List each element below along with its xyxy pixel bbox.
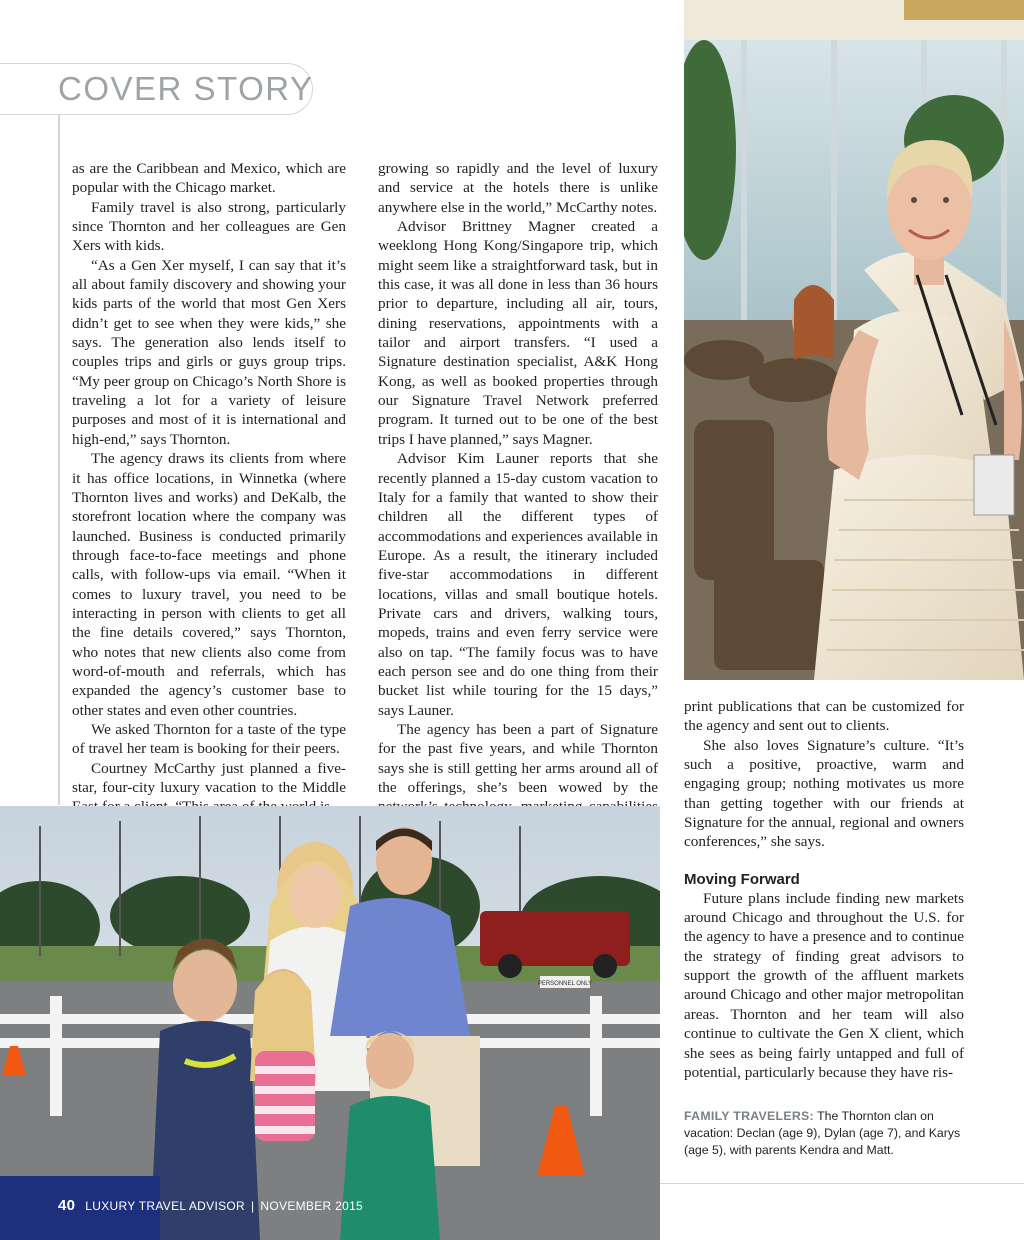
- paragraph: Future plans include finding new markets around Chicago and throughout the U.S. for the agency to have a presence and to continue the strategy of finding great advisors to support the growth of the affluent markets around Chicago and other major metropolitan areas. Thornton and her team will also continue to cultivate the Gen X client, which she sees as being fairly untapped and full of potential, particularly because they have ris-: [684, 889, 964, 1081]
- page-footer: [58, 1197, 363, 1214]
- paragraph: She also loves Signature’s culture. “It’s such a positive, proactive, warm and engaging group; nothing motivates us more than getting together with our friends at Signature for the annual, regional and owners conferences,” she says.: [684, 736, 964, 851]
- paragraph: The agency draws its clients from where it has office locations, in Winnetka (where Thornton lives and works) and DeKalb, the storefront location where the company was launched. Business is conducted primarily through face-to-face meetings and phone calls, with follow-ups via email. “When it comes to luxury travel, you need to be interacting in person with clients to get all the fine details covered,” says Thornton, who notes that new clients also come from word-of-mouth and referrals, which has expanded the agency’s customer base to other states and even other countries.: [72, 450, 346, 719]
- caption-rule: [660, 1183, 1024, 1184]
- paragraph: We asked Thornton for a taste of the type of travel her team is booking for their peers.: [72, 720, 346, 758]
- paragraph: Advisor Kim Launer reports that she recently planned a 15-day custom vacation to Italy for a family that wanted to show their children all the different types of accommodations and experiences available in Europe. As a result, the itinerary included five-star accommodations in different locations, villas and small boutique hotels. Private cars and drivers, walking tours, mopeds, trains and even ferry service were also on tap. “The family focus was to have each person see and do one thing from their bucket list while touring for the 15 days,” says Launer.: [378, 450, 658, 719]
- family-photo: [0, 806, 660, 1240]
- article-column-2: [378, 159, 658, 836]
- publication-name: LUXURY TRAVEL ADVISOR: [85, 1199, 245, 1213]
- section-title: COVER STORY: [58, 70, 314, 107]
- issue-date: NOVEMBER 2015: [260, 1199, 364, 1213]
- paragraph: Courtney McCarthy just planned a five-star, four-city luxury vacation to the Middle: [72, 759, 346, 796]
- column-rule: [58, 115, 60, 805]
- paragraph: The agency has been a part of Signature for the past five years, and while Thornton says she is still getting her arms around all of the offerings, she’s been wowed by the: [378, 720, 658, 796]
- caption-text: The Thornton clan on vacation: Declan (age 9), Dylan (age 7), and Karys (age 5), with parents Kendra and Matt.: [684, 1109, 961, 1157]
- caption-label: FAMILY TRAVELERS:: [684, 1109, 814, 1123]
- paragraph: “As a Gen Xer myself, I can say that it’s all about family discovery and showing your kids parts of the world that most Gen Xers didn’t get to see when they were kids,” she says. The generation also lends itself to couples trips and girls or guys group trips. “My peer group on Chicago’s North Shore is traveling a lot for a variety of leisure purposes and most of it is international and high-end,” says Thornton.: [72, 256, 346, 448]
- article-column-3: [684, 697, 964, 1082]
- sign-text: PERSONNEL ONLY: [537, 981, 593, 987]
- footer-separator: |: [251, 1199, 255, 1213]
- article-column-1: [72, 159, 346, 817]
- paragraph: Advisor Brittney Magner created a weeklong Hong Kong/Singapore trip, which might seem like a straightforward task, but in this case, it was all done in less than 36 hours prior to departure, including all air, tours, dining reservations, appointments with a tailor and airport transfers. “I used a Signature destination specialist, A&K Hong Kong, as well as booked properties through our Signature Travel Network preferred program. It turned out to be one of the best trips I have planned,” says Magner.: [378, 218, 658, 448]
- paragraph: growing so rapidly and the level of luxury and service at the hotels there is unlike anywhere else in the world,” McCarthy notes.: [378, 160, 658, 216]
- conference-photo: [684, 0, 1024, 680]
- paragraph: as are the Caribbean and Mexico, which are popular with the Chicago market.: [72, 160, 346, 197]
- paragraph: Family travel is also strong, particularly since Thornton and her colleagues are Gen Xers with kids.: [72, 198, 346, 255]
- subhead: Moving Forward: [684, 870, 800, 888]
- photo-caption: [684, 1108, 974, 1159]
- paragraph: print publications that can be customized for the agency and sent out to clients.: [684, 698, 964, 735]
- page-number: 40: [58, 1197, 76, 1214]
